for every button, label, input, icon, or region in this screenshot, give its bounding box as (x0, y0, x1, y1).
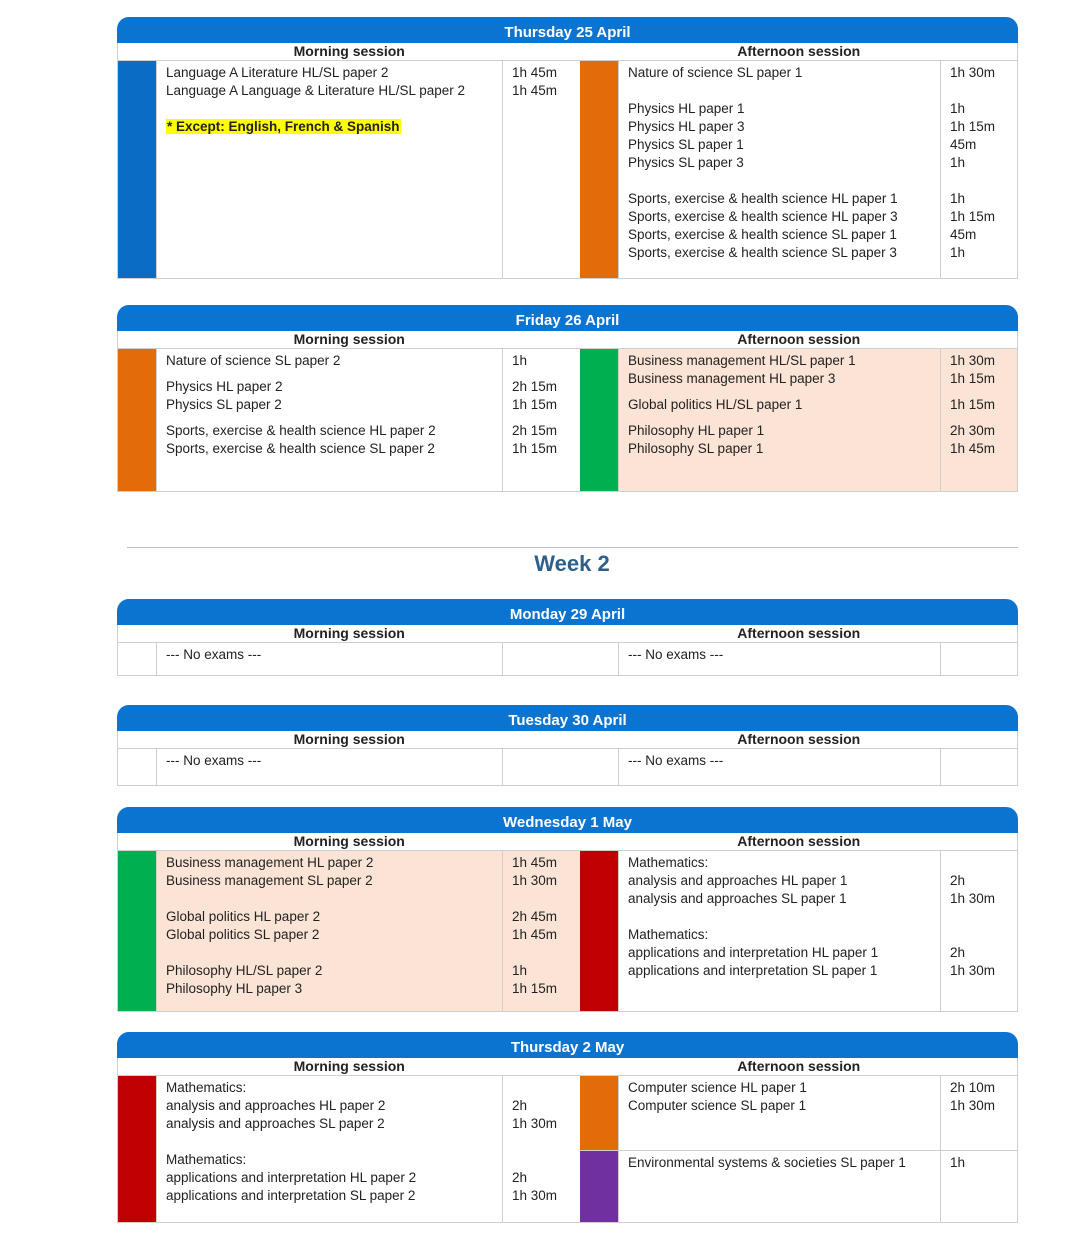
exam-subject: Business management HL paper 3 (628, 371, 836, 386)
exam-duration: 1h (950, 155, 966, 170)
exception-note: * Except: English, French & Spanish (167, 119, 400, 134)
afternoon-durations (940, 749, 1017, 785)
no-exams-text: --- No exams --- (628, 647, 724, 662)
week-divider (127, 547, 1018, 548)
afternoon-session-column (580, 1076, 1017, 1222)
exam-duration: 1h (512, 353, 528, 368)
exam-subject: applications and interpretation HL paper 2 (166, 1170, 417, 1185)
subject-group-heading: Mathematics: (628, 927, 709, 942)
exam-subject: applications and interpretation HL paper 1 (628, 945, 879, 960)
exam-duration: 1h 15m (950, 397, 996, 412)
exam-duration: 1h (512, 963, 528, 978)
exam-duration: 1h 45m (950, 441, 996, 456)
morning-subjects (156, 349, 502, 491)
exam-duration: 1h 15m (512, 397, 558, 412)
afternoon-subjects (618, 643, 940, 675)
morning-durations (502, 749, 580, 785)
morning-durations (502, 643, 580, 675)
exam-duration: 1h (950, 191, 966, 206)
exam-duration: 2h 15m (512, 423, 558, 438)
no-exams-text: --- No exams --- (628, 753, 724, 768)
day-title: Thursday 25 April (117, 17, 1018, 43)
exam-subject: Sports, exercise & health science HL paper 3 (628, 209, 898, 224)
morning-session-label: Morning session (293, 625, 405, 641)
exam-duration: 1h 30m (512, 1188, 558, 1203)
afternoon-session-label: Afternoon session (737, 833, 861, 849)
no-exams-text: --- No exams --- (166, 647, 262, 662)
exam-duration: 1h 30m (950, 353, 996, 368)
group-color-bar (580, 1151, 618, 1222)
exam-duration: 1h 15m (512, 981, 558, 996)
afternoon-subjects (618, 1076, 940, 1150)
afternoon-subjects (618, 61, 940, 278)
exam-duration: 1h 45m (512, 855, 558, 870)
day-block-thursday-2-may (117, 1032, 1018, 1223)
exam-subject: Philosophy SL paper 1 (628, 441, 764, 456)
group-color-bar (118, 61, 156, 278)
afternoon-durations (940, 1076, 1017, 1150)
exam-subject: Philosophy HL paper 3 (166, 981, 303, 996)
exam-duration: 1h 45m (512, 83, 558, 98)
week-heading: Week 2 (534, 551, 610, 576)
exam-subject: Physics SL paper 2 (166, 397, 282, 412)
subject-group-heading: Mathematics: (166, 1080, 247, 1095)
exam-duration: 1h 30m (950, 891, 996, 906)
exam-duration: 1h (950, 245, 966, 260)
morning-subjects (156, 1076, 502, 1222)
afternoon-subjects (618, 851, 940, 1011)
afternoon-session-label: Afternoon session (737, 1058, 861, 1074)
morning-session-label: Morning session (293, 1058, 405, 1074)
exam-subject: Nature of science SL paper 1 (628, 65, 803, 80)
day-title: Tuesday 30 April (117, 705, 1018, 731)
subject-group-heading: Mathematics: (628, 855, 709, 870)
morning-session-label: Morning session (293, 833, 405, 849)
exam-subject: applications and interpretation SL paper 2 (166, 1188, 416, 1203)
exam-subject: Sports, exercise & health science SL paper 2 (166, 441, 435, 456)
afternoon-subjects (618, 349, 940, 491)
morning-session-label: Morning session (293, 43, 405, 59)
day-title: Friday 26 April (117, 305, 1018, 331)
exam-duration: 45m (950, 137, 977, 152)
morning-subjects (156, 851, 502, 1011)
morning-session-label: Morning session (293, 731, 405, 747)
exam-subject: Philosophy HL paper 1 (628, 423, 765, 438)
empty-color-bar (118, 749, 156, 785)
exam-subject: applications and interpretation SL paper 1 (628, 963, 878, 978)
exam-subject: Business management HL/SL paper 1 (628, 353, 856, 368)
exam-subject: Global politics SL paper 2 (166, 927, 320, 942)
day-block-thursday-25-april (117, 17, 1018, 279)
exam-subject: Computer science SL paper 1 (628, 1098, 807, 1113)
exam-duration: 2h (512, 1170, 528, 1185)
exam-subject: analysis and approaches HL paper 2 (166, 1098, 386, 1113)
group-color-bar (580, 1076, 618, 1150)
exam-subject: analysis and approaches SL paper 2 (166, 1116, 385, 1131)
group-color-bar (118, 1076, 156, 1222)
exam-duration: 2h 30m (950, 423, 996, 438)
subject-group-heading: Mathematics: (166, 1152, 247, 1167)
afternoon-durations (940, 851, 1017, 1011)
exam-duration: 1h 45m (512, 65, 558, 80)
exam-subject: Nature of science SL paper 2 (166, 353, 341, 368)
afternoon-durations (940, 1151, 1017, 1222)
exam-duration: 1h 30m (950, 65, 996, 80)
morning-subjects (156, 61, 502, 278)
afternoon-durations (940, 61, 1017, 278)
afternoon-session-label: Afternoon session (737, 43, 861, 59)
day-block-monday-29-april (117, 599, 1018, 676)
exam-subject: Language A Language & Literature HL/SL paper 2 (166, 83, 465, 98)
afternoon-subjects (618, 1151, 940, 1222)
exam-subject: Physics HL paper 1 (628, 101, 745, 116)
exam-duration: 2h 15m (512, 379, 558, 394)
exam-subject: Physics HL paper 2 (166, 379, 283, 394)
exam-subject: Global politics HL paper 2 (166, 909, 321, 924)
exam-duration: 1h 15m (512, 441, 558, 456)
exam-subject: analysis and approaches HL paper 1 (628, 873, 848, 888)
exam-subject: Business management HL paper 2 (166, 855, 374, 870)
afternoon-durations (940, 643, 1017, 675)
exam-subject: Sports, exercise & health science HL paper 1 (628, 191, 898, 206)
exam-duration: 1h 15m (950, 119, 996, 134)
exam-duration: 2h (950, 945, 966, 960)
morning-durations (502, 1076, 580, 1222)
exam-subject: Physics SL paper 1 (628, 137, 744, 152)
exam-duration: 1h 30m (512, 1116, 558, 1131)
exam-subject: Language A Literature HL/SL paper 2 (166, 65, 389, 80)
exam-subject: Global politics HL/SL paper 1 (628, 397, 803, 412)
exam-duration: 2h 10m (950, 1080, 996, 1095)
group-color-bar (118, 349, 156, 491)
exam-duration: 1h 30m (512, 873, 558, 888)
day-block-wednesday-1-may (117, 807, 1018, 1012)
exam-subject: Business management SL paper 2 (166, 873, 373, 888)
group-color-bar (118, 851, 156, 1011)
morning-subjects (156, 749, 502, 785)
exam-subject: Computer science HL paper 1 (628, 1080, 807, 1095)
empty-color-bar (118, 643, 156, 675)
exam-duration: 1h 45m (512, 927, 558, 942)
exam-duration: 2h (512, 1098, 528, 1113)
exam-duration: 1h 30m (950, 1098, 996, 1113)
exam-subject: Philosophy HL/SL paper 2 (166, 963, 323, 978)
day-block-friday-26-april (117, 305, 1018, 492)
group-color-bar (580, 61, 618, 278)
empty-color-bar (580, 749, 618, 785)
morning-subjects (156, 643, 502, 675)
exam-duration: 2h (950, 873, 966, 888)
day-title: Monday 29 April (117, 599, 1018, 625)
morning-durations (502, 349, 580, 491)
exam-subject: analysis and approaches SL paper 1 (628, 891, 847, 906)
afternoon-session-label: Afternoon session (737, 625, 861, 641)
afternoon-durations (940, 349, 1017, 491)
afternoon-session-label: Afternoon session (737, 331, 861, 347)
group-color-bar (580, 349, 618, 491)
no-exams-text: --- No exams --- (166, 753, 262, 768)
exam-subject: Environmental systems & societies SL paper 1 (628, 1155, 906, 1170)
group-color-bar (580, 851, 618, 1011)
morning-durations (502, 61, 580, 278)
afternoon-subjects (618, 749, 940, 785)
exam-subject: Sports, exercise & health science SL paper 1 (628, 227, 897, 242)
morning-durations (502, 851, 580, 1011)
day-title: Wednesday 1 May (117, 807, 1018, 833)
day-title: Thursday 2 May (117, 1032, 1018, 1058)
exam-subject: Physics HL paper 3 (628, 119, 745, 134)
exam-subject: Physics SL paper 3 (628, 155, 744, 170)
exam-duration: 1h 30m (950, 963, 996, 978)
exam-subject: Sports, exercise & health science HL paper 2 (166, 423, 436, 438)
exam-duration: 1h (950, 101, 966, 116)
exam-duration: 45m (950, 227, 977, 242)
exam-subject: Sports, exercise & health science SL paper 3 (628, 245, 897, 260)
exam-duration: 1h 15m (950, 371, 996, 386)
empty-color-bar (580, 643, 618, 675)
afternoon-session-label: Afternoon session (737, 731, 861, 747)
day-block-tuesday-30-april (117, 705, 1018, 786)
morning-session-label: Morning session (293, 331, 405, 347)
exam-duration: 1h 15m (950, 209, 996, 224)
exam-duration: 2h 45m (512, 909, 558, 924)
exam-duration: 1h (950, 1155, 966, 1170)
